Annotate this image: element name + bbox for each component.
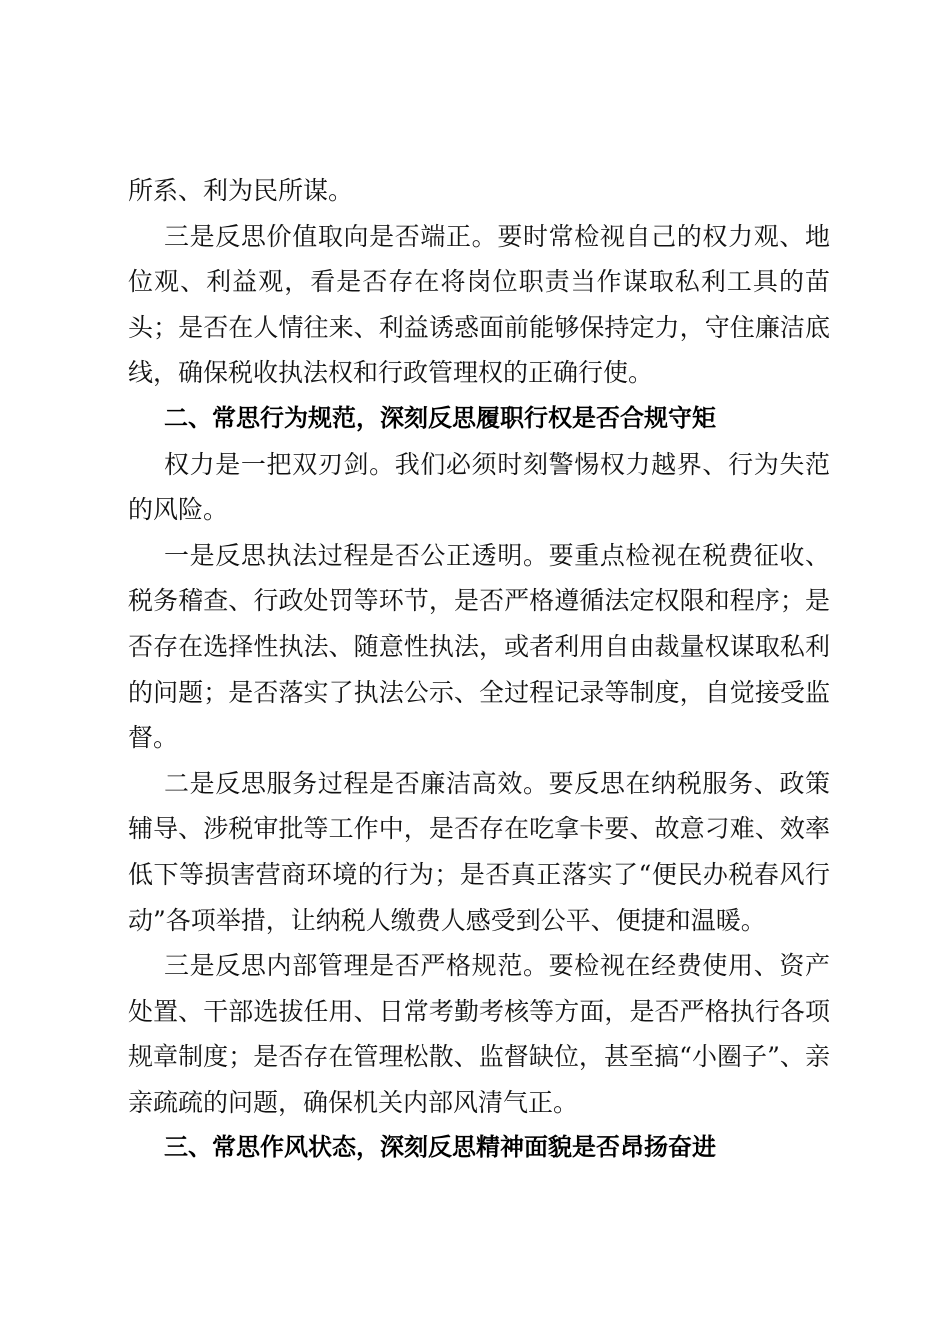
- section-heading-three: 三、常思作风状态，深刻反思精神面貌是否昂扬奋进: [164, 1133, 716, 1162]
- paragraph-continuation: 所系、利为民所谋。: [128, 176, 354, 205]
- paragraph-law-enforcement: 一是反思执法过程是否公正透明。要重点检视在税费征收、税务稽查、行政处罚等环节，是否严格遵循法定权限和程序；是否存在选择性执法、随意性执法，或者利用自由裁量权谋取私利的问题；是否落实了执法公示、全过程记录等制度，自觉接受监督。: [128, 540, 830, 753]
- paragraph-service-process: 二是反思服务过程是否廉洁高效。要反思在纳税服务、政策辅导、涉税审批等工作中，是否存在吃拿卡要、故意刁难、效率低下等损害营商环境的行为；是否真正落实了“便民办税春风行动”各项举措，让纳税人缴费人感受到公平、便捷和温暖。: [128, 768, 830, 935]
- paragraph-value-orientation: 三是反思价值取向是否端正。要时常检视自己的权力观、地位观、利益观，看是否存在将岗位职责当作谋取私利工具的苗头；是否在人情往来、利益诱惑面前能够保持定力，守住廉洁底线，确保税收执法权和行政管理权的正确行使。: [128, 221, 830, 388]
- section-heading-two: 二、常思行为规范，深刻反思履职行权是否合规守矩: [164, 403, 716, 432]
- paragraph-internal-management: 三是反思内部管理是否严格规范。要检视在经费使用、资产处置、干部选拔任用、日常考勤考核等方面，是否严格执行各项规章制度；是否存在管理松散、监督缺位，甚至搞“小圈子”、亲亲疏疏的问题，确保机关内部风清气正。: [128, 951, 830, 1117]
- document-body: [128, 168, 830, 1171]
- paragraph-power-intro: 权力是一把双刃剑。我们必须时刻警惕权力越界、行为失范的风险。: [128, 449, 830, 525]
